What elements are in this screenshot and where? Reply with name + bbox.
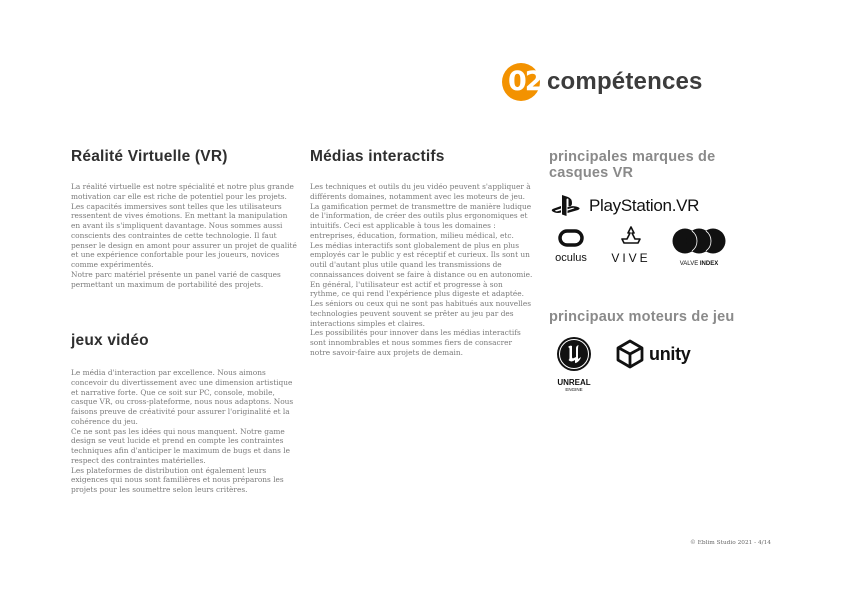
page-footer: © Eblim Studio 2021 - 4/14 (690, 540, 771, 546)
valve-index-logo-icon (672, 227, 726, 255)
paragraph: Ce ne sont pas les idées qui nous manquent. Notre game design se veut lucide et prend en compte les contraintes techniques afin d'anticiper le maximum de bugs et dans le respect des contraintes matérielles. (71, 426, 291, 465)
section-media (310, 148, 534, 358)
valve-index-label (670, 261, 728, 267)
playstation-logo-icon (551, 194, 583, 218)
page-header (502, 62, 703, 102)
section-number: 02 (508, 66, 542, 97)
brands-section (549, 149, 759, 181)
engines-section (549, 309, 759, 325)
vive-logo-icon (621, 226, 641, 244)
unreal-engine-logo-icon (556, 336, 592, 372)
paragraph: Les plateformes de distribution ont également leurs exigences qui nous sont familières et nous préparons les projets pour les soumettre selon leurs critères. (71, 465, 284, 494)
paragraph: Les médias interactifs sont globalement de plus en plus employés car le public y est réceptif et curieux. Ils sont un outil d'autant plus utile quand les transmissions de connaissances doivent se faire à distance ou en autonomie. (310, 240, 533, 279)
playstation-vr-logo (551, 194, 699, 218)
oculus-label: oculus (555, 252, 587, 264)
paragraph: En général, l'utilisateur est actif et progresse à son rythme, ce qui rend l'expérience plus digeste et adaptée. Les séniors ou ceux qui ne sont pas habitués aux nouvelles technologies peuvent souvent se prêter au jeu par des interactions simples et claires. (310, 279, 532, 328)
section-media-title: Médias interactifs (310, 148, 445, 165)
section-vr-text (71, 182, 297, 289)
playstation-label: PlayStation.VR (589, 196, 700, 215)
unity-logo (615, 339, 691, 369)
section-games (71, 332, 297, 495)
section-media-text (310, 182, 534, 358)
paragraph: Les possibilités pour innover dans les médias interactifs sont innombrables et nous sommes fiers de consacrer notre savoir-faire aux projets de demain. (310, 328, 521, 357)
oculus-logo (550, 229, 592, 264)
paragraph: Les techniques et outils du jeu vidéo peuvent s'appliquer à différents domaines, notamment avec les moteurs de jeu. La gamification permet de transmettre de manière ludique de l'information, de créer des outils plus ergonomiques et intuitifs. Ceci est applicable à tous les domaines : entreprises, éducation, formation, milieu médical, etc. (310, 182, 532, 240)
vive-label: VIVE (611, 251, 651, 265)
unreal-engine-label: ENGINE (565, 387, 583, 392)
section-number-badge (502, 63, 540, 101)
oculus-logo-icon (558, 229, 584, 247)
paragraph: Le média d'interaction par excellence. Nous aimons concevoir du divertissement avec une dimension artistique et narrative forte. Que ce soit sur PC, console, mobile, casque VR, ou cross-plateforme, nous nous adaptons. Nous faisons preuve de créativité pour assurer l'originalité et la cohérence du jeu. (71, 368, 294, 426)
vive-logo (609, 226, 653, 265)
engines-title: principaux moteurs de jeu (549, 309, 735, 325)
section-vr (71, 148, 297, 289)
section-games-title: jeux vidéo (71, 332, 149, 349)
section-games-text (71, 368, 297, 495)
page-title: compétences (547, 68, 703, 95)
paragraph: Notre parc matériel présente un panel varié de casques permettant un maximum de portabilité des projets. (71, 269, 281, 289)
valve-index-logo (670, 227, 728, 267)
section-vr-title: Réalité Virtuelle (VR) (71, 148, 228, 165)
index-label: INDEX (699, 261, 719, 267)
paragraph: La réalité virtuelle est notre spécialité et notre plus grande motivation car elle est riche de potentiel pour les projets. Les capacités immersives sont telles que les utilisateurs ressentent de vives émotions. En mettant la manipulation en avant ils s'impliquent davantage. Nous sommes aussi conscients des contraintes de cette technologie. Il faut penser le design en amont pour assurer un projet de qualité et une expérience confortable pour les joueurs, novices comme expérimentés. (71, 182, 297, 269)
valve-label: VALVE (679, 261, 699, 267)
unreal-label: UNREAL (557, 378, 591, 387)
unity-logo-icon (615, 339, 645, 369)
unity-label: unity (649, 343, 691, 364)
brands-title: principales marques de casques VR (549, 149, 716, 181)
unreal-engine-logo (550, 336, 598, 392)
